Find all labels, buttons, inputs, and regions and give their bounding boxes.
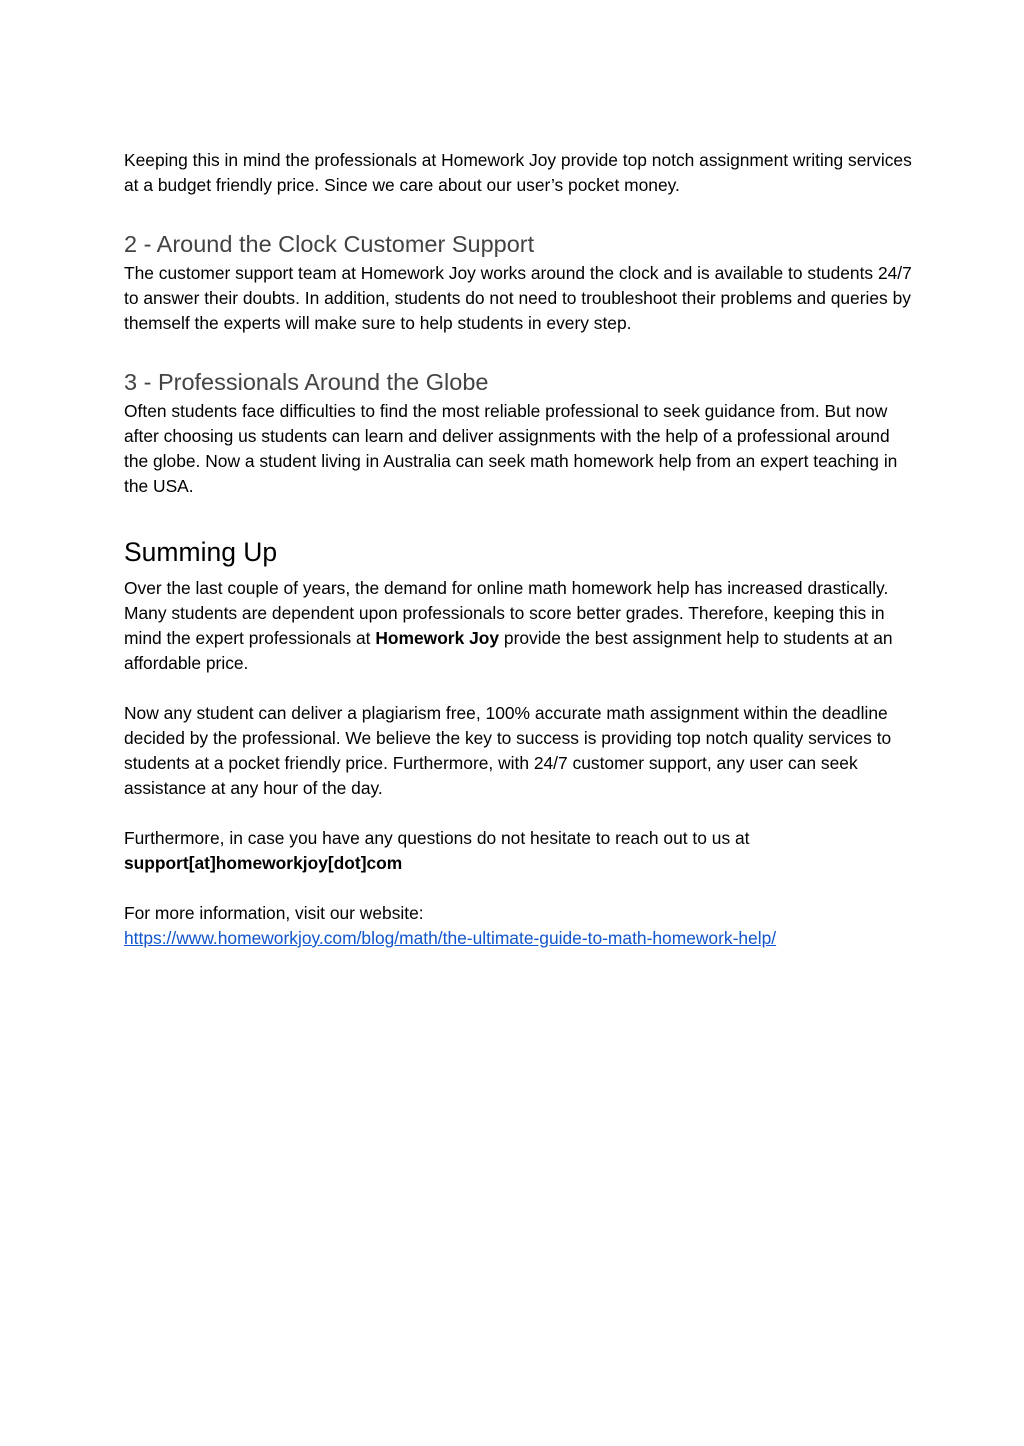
section-heading-customer-support: 2 - Around the Clock Customer Support xyxy=(124,231,535,257)
website-text: For more information, visit our website: xyxy=(124,903,424,923)
summing-up-p1-text-end: provide the best assignment help to students at an affordable price. xyxy=(124,628,893,673)
customer-support-paragraph: The customer support team at Homework Joy works around the clock and is available to students 24/7 to answer their doubts. In addition, students do not need to troubleshoot their problems and queries by themself the experts will make sure to help students in every step. xyxy=(124,263,912,333)
professionals-globe-paragraph: Often students face difficulties to find the most reliable professional to seek guidance from. But now after choosing us students can learn and deliver assignments with the help of a professional around the globe. Now a student living in Australia can seek math homework help from an expert teaching in the USA. xyxy=(124,401,898,496)
intro-paragraph: Keeping this in mind the professionals at Homework Joy provide top notch assignment writing services at a budget friendly price. Since we care about our user’s pocket money. xyxy=(124,150,912,195)
section-heading-professionals-globe: 3 - Professionals Around the Globe xyxy=(124,369,489,395)
website-link[interactable]: https://www.homeworkjoy.com/blog/math/the-ultimate-guide-to-math-homework-help/ xyxy=(124,928,777,948)
summing-up-p1-text-start: Over the last couple of years, the demand for online math homework help has increased drastically. Many students are dependent upon professionals to score better grades. Therefore, keeping this in mind the expert professionals at xyxy=(124,578,889,648)
contact-paragraph xyxy=(124,826,914,876)
summing-up-paragraph-2: Now any student can deliver a plagiarism free, 100% accurate math assignment within the deadline decided by the professional. We believe the key to success is providing top notch quality services to students at a pocket friendly price. Furthermore, with 24/7 customer support, any user can seek assistance at any hour of the day. xyxy=(124,703,892,798)
homework-joy-bold: Homework Joy xyxy=(375,628,500,648)
support-email: support[at]homeworkjoy[dot]com xyxy=(124,853,403,873)
contact-text: Furthermore, in case you have any questions do not hesitate to reach out to us at xyxy=(124,828,750,848)
website-paragraph xyxy=(124,901,914,951)
summing-up-heading: Summing Up xyxy=(124,537,278,567)
document-page xyxy=(124,148,914,951)
summing-up-paragraph-1 xyxy=(124,576,914,676)
